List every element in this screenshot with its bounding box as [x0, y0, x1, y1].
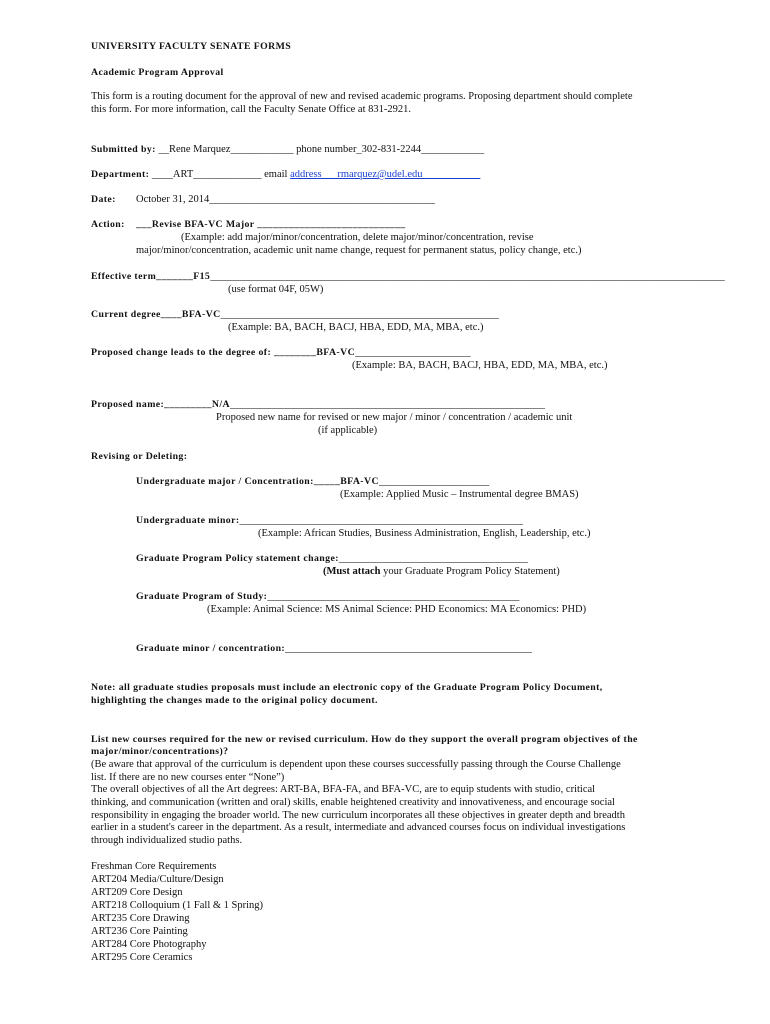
department-label: Department: [91, 169, 150, 180]
grad-policy-note-rest: your Graduate Program Policy Statement) [380, 566, 560, 577]
course-item: ART284 Core Photography [91, 939, 207, 950]
department-value: ____ART_____________ email [149, 169, 291, 180]
course-item: ART218 Colloquium (1 Fall & 1 Spring) [91, 900, 264, 911]
ug-minor-field [136, 514, 523, 527]
submitted-by-label: Submitted by: [91, 144, 156, 155]
grad-minor-field [136, 642, 532, 655]
note-line: highlighting the changes made to the original policy document. [91, 695, 378, 706]
grad-policy-label: Graduate Program Policy statement change: [136, 553, 339, 564]
current-degree-example: (Example: BA, BACH, BACJ, HBA, EDD, MA, MBA, etc.) [228, 322, 484, 333]
ug-minor-label: Undergraduate minor: [136, 515, 240, 526]
effective-term-hint: (use format 04F, 05W) [228, 284, 324, 295]
effective-term-line: __________________________________________________________________________________________________ [210, 271, 725, 282]
grad-policy-field [136, 552, 528, 565]
ug-major-label: Undergraduate major / Concentration:_____BFA-VC [136, 476, 379, 487]
course-item: ART235 Core Drawing [91, 913, 190, 924]
objectives-text: thinking, and communication (written and oral) skills, enable heightened creativity and innovativeness, and encourage social [91, 797, 615, 808]
form-title: UNIVERSITY FACULTY SENATE FORMS [91, 41, 292, 52]
action-value: ___Revise BFA-VC Major ____________________________ [136, 219, 406, 230]
grad-policy-note [323, 565, 560, 578]
proposed-degree-line: ______________________ [355, 347, 471, 358]
current-degree-label: Current degree____BFA-VC [91, 309, 221, 320]
grad-study-line: ________________________________________________ [267, 591, 520, 602]
submitted-by-value: __Rene Marquez____________ phone number_302-831-2244____________ [155, 144, 485, 155]
proposed-degree-example: (Example: BA, BACH, BACJ, HBA, EDD, MA, MBA, etc.) [352, 360, 608, 371]
department-field [91, 168, 480, 181]
proposed-name-hint: (if applicable) [318, 425, 378, 436]
effective-term-field [91, 270, 725, 283]
grad-study-example: (Example: Animal Science: MS Animal Science: PHD Economics: MA Economics: PHD) [207, 604, 587, 615]
current-degree-field [91, 308, 499, 321]
grad-policy-line: ____________________________________ [338, 553, 528, 564]
grad-minor-line: _______________________________________________ [285, 643, 532, 654]
proposed-name-hint: Proposed new name for revised or new major / minor / concentration / academic unit [216, 412, 573, 423]
action-label: Action: [91, 219, 125, 230]
ug-major-field [136, 475, 489, 488]
freshman-core-heading: Freshman Core Requirements [91, 861, 217, 872]
date-field [91, 193, 435, 206]
intro-line: this form. For more information, call the Faculty Senate Office at 831-2921. [91, 104, 411, 115]
ug-minor-line: ______________________________________________________ [239, 515, 524, 526]
grad-study-field [136, 590, 519, 603]
email-link[interactable]: address___rmarquez@udel.edu___________ [290, 169, 481, 180]
courses-question: major/minor/concentrations)? [91, 746, 229, 757]
ug-major-example: (Example: Applied Music – Instrumental degree BMAS) [340, 489, 579, 500]
grad-study-label: Graduate Program of Study: [136, 591, 268, 602]
course-item: ART295 Core Ceramics [91, 952, 193, 963]
effective-term-label: Effective term_______F15 [91, 271, 211, 282]
objectives-text: The overall objectives of all the Art degrees: ART-BA, BFA-FA, and BFA-VC, are to equip students with studio, critical [91, 784, 596, 795]
courses-note: list. If there are no new courses enter “None”) [91, 772, 285, 783]
proposed-name-label: Proposed name:_________N/A [91, 399, 230, 410]
date-label: Date: [91, 194, 116, 205]
objectives-text: earlier in a student's career in the department. As a result, intermediate and advanced courses focus on individual investigations [91, 822, 626, 833]
courses-question: List new courses required for the new or revised curriculum. How do they support the overall program objectives of the [91, 734, 638, 745]
proposed-degree-label: Proposed change leads to the degree of: ________BFA-VC [91, 347, 356, 358]
proposed-name-field [91, 398, 545, 411]
date-value: October 31, 2014___________________________________________ [136, 194, 435, 205]
action-field [91, 218, 406, 231]
courses-note: (Be aware that approval of the curriculum is dependent upon these courses successfully passing through the Course Challenge [91, 759, 621, 770]
proposed-degree-field [91, 346, 471, 359]
ug-minor-example: (Example: African Studies, Business Administration, English, Leadership, etc.) [258, 528, 591, 539]
note-line: Note: all graduate studies proposals must include an electronic copy of the Graduate Program Policy Document, [91, 682, 603, 693]
objectives-text: responsibility in engaging the broader world. The new curriculum incorporates all these objectives in greater depth and breadth [91, 810, 625, 821]
action-example: (Example: add major/minor/concentration, delete major/minor/concentration, revise [181, 232, 534, 243]
form-subtitle: Academic Program Approval [91, 67, 224, 78]
course-item: ART209 Core Design [91, 887, 183, 898]
must-attach: (Must attach [323, 566, 381, 577]
ug-major-line: _____________________ [378, 476, 490, 487]
action-example: major/minor/concentration, academic unit name change, request for permanent status, policy change, etc.) [136, 245, 582, 256]
course-item: ART236 Core Painting [91, 926, 188, 937]
course-item: ART204 Media/Culture/Design [91, 874, 224, 885]
grad-minor-label: Graduate minor / concentration: [136, 643, 286, 654]
current-degree-line: _____________________________________________________ [220, 309, 499, 320]
intro-line: This form is a routing document for the approval of new and revised academic programs. Proposing department should complete [91, 91, 633, 102]
revising-heading: Revising or Deleting: [91, 451, 188, 462]
objectives-text: through individualized studio paths. [91, 835, 243, 846]
proposed-name-line: ____________________________________________________________ [229, 399, 545, 410]
submitted-by-field [91, 143, 484, 156]
